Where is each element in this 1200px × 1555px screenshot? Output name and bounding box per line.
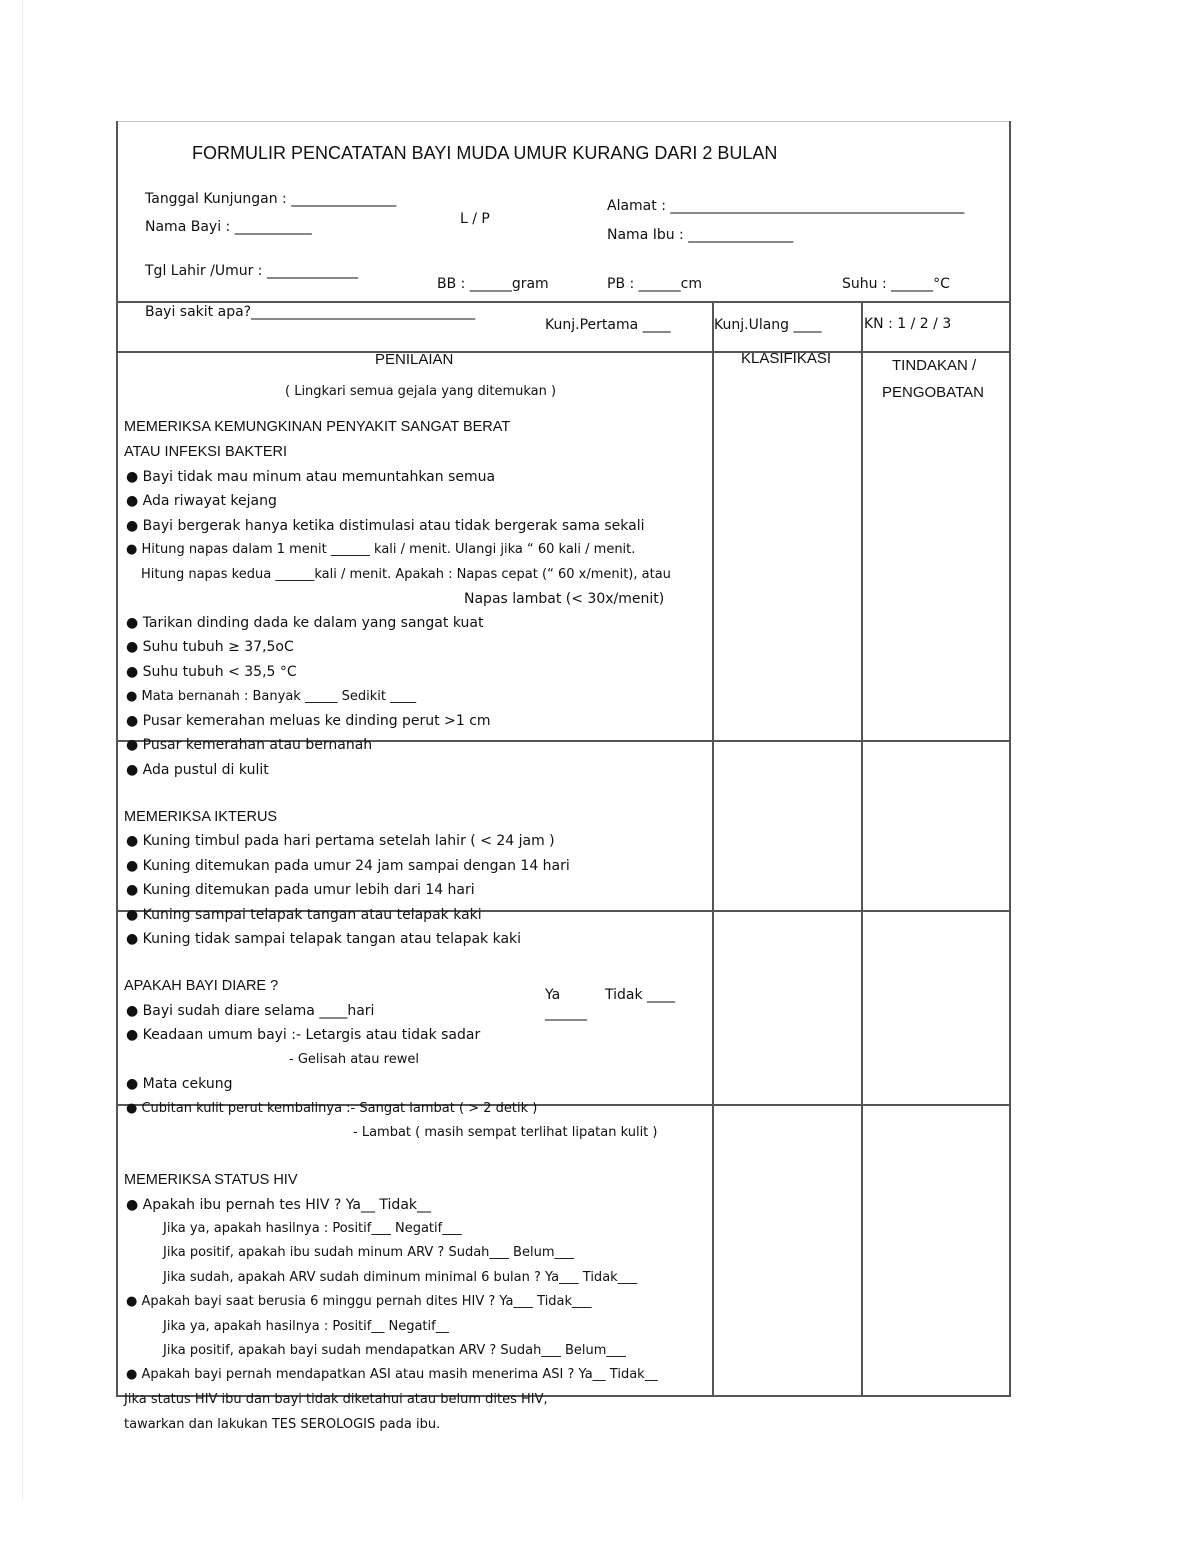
kunj-pertama-field[interactable]: Kunj.Pertama ____ [545, 317, 671, 333]
list-item: ● Bayi bergerak hanya ketika distimulasi atau tidak bergerak sama sekali [126, 518, 645, 534]
pb-field[interactable]: PB : ______cm [607, 276, 702, 292]
list-item: ● Hitung napas dalam 1 menit ______ kali / menit. Ulangi jika “ 60 kali / menit. [126, 542, 636, 557]
tgl-lahir-field[interactable]: Tgl Lahir /Umur : _____________ [145, 263, 358, 279]
penilaian-note: ( Lingkari semua gejala yang ditemukan ) [285, 384, 557, 399]
tindakan-header-line2: PENGOBATAN [882, 384, 984, 401]
list-item: ● Suhu tubuh < 35,5 °C [126, 664, 297, 680]
footer-note-line1: Jika status HIV ibu dan bayi tidak diketahui atau belum dites HIV, [124, 1392, 548, 1407]
list-item: ● Mata cekung [126, 1076, 233, 1092]
tindakan-column-border [861, 303, 863, 1397]
alamat-field[interactable]: Alamat : __________________________________________ [607, 198, 965, 214]
list-item: ● Pusar kemerahan atau bernanah [126, 737, 373, 753]
list-item: ● Mata bernanah : Banyak _____ Sedikit ____ [126, 689, 417, 704]
list-item: ● Bayi sudah diare selama ____hari [126, 1003, 375, 1019]
list-item: ● Kuning tidak sampai telapak tangan atau telapak kaki [126, 931, 522, 947]
list-item: ● Ada pustul di kulit [126, 762, 269, 778]
list-item: ● Kuning ditemukan pada umur lebih dari 14 hari [126, 882, 475, 898]
table-left-border [116, 121, 118, 1397]
list-item: ● Bayi tidak mau minum atau memuntahkan semua [126, 469, 496, 485]
penilaian-header: PENILAIAN [375, 351, 454, 368]
list-item: Jika ya, apakah hasilnya : Positif__ Negatif__ [163, 1319, 449, 1334]
list-item: Napas lambat (< 30x/menit) [464, 591, 665, 607]
klasifikasi-header: KLASIFIKASI [741, 350, 832, 367]
list-item: Jika positif, apakah bayi sudah mendapatkan ARV ? Sudah___ Belum___ [163, 1343, 626, 1358]
list-item: - Lambat ( masih sempat terlihat lipatan kulit ) [353, 1125, 658, 1140]
gender-lp[interactable]: L / P [460, 211, 490, 227]
list-item: ● Pusar kemerahan meluas ke dinding perut >1 cm [126, 713, 491, 729]
list-item: Jika sudah, apakah ARV sudah diminum minimal 6 bulan ? Ya___ Tidak___ [163, 1270, 638, 1285]
nama-ibu-field[interactable]: Nama Ibu : _______________ [607, 227, 794, 243]
list-item: ● Kuning ditemukan pada umur 24 jam sampai dengan 14 hari [126, 858, 570, 874]
section2-title: MEMERIKSA IKTERUS [124, 809, 278, 825]
section4-title: MEMERIKSA STATUS HIV [124, 1172, 298, 1188]
bb-field[interactable]: BB : ______gram [437, 276, 549, 292]
list-item: Hitung napas kedua ______kali / menit. Apakah : Napas cepat (“ 60 x/menit), atau [141, 567, 671, 582]
list-item: Jika ya, apakah hasilnya : Positif___ Negatif___ [163, 1221, 462, 1236]
diare-tidak-option[interactable]: Tidak ____ [605, 987, 676, 1003]
diare-ya-option[interactable]: Ya [545, 987, 561, 1003]
list-item: ● Apakah bayi pernah mendapatkan ASI atau masih menerima ASI ? Ya__ Tidak__ [126, 1367, 658, 1382]
list-item: - Gelisah atau rewel [289, 1052, 419, 1067]
list-item: ● Ada riwayat kejang [126, 493, 277, 509]
tanggal-kunjungan-field[interactable]: Tanggal Kunjungan : _______________ [145, 191, 397, 207]
table-top-border [117, 121, 1011, 122]
list-item: ● Kuning timbul pada hari pertama setelah lahir ( < 24 jam ) [126, 833, 555, 849]
suhu-field[interactable]: Suhu : ______°C [842, 276, 950, 292]
footer-note-line2: tawarkan dan lakukan TES SEROLOGIS pada ibu. [124, 1417, 441, 1432]
list-item: ● Suhu tubuh ≥ 37,5oC [126, 639, 294, 655]
page-edge [22, 0, 23, 1500]
tindakan-header-line1: TINDAKAN / [892, 357, 977, 374]
diare-ya-blank[interactable]: ______ [545, 1005, 587, 1021]
list-item: ● Kuning sampai telapak tangan atau telapak kaki [126, 907, 482, 923]
section1-title: MEMERIKSA KEMUNGKINAN PENYAKIT SANGAT BERAT [124, 419, 511, 435]
list-item: Jika positif, apakah ibu sudah minum ARV ? Sudah___ Belum___ [163, 1245, 574, 1260]
section1-subtitle: ATAU INFEKSI BAKTERI [124, 444, 288, 460]
kn-field[interactable]: KN : 1 / 2 / 3 [864, 316, 952, 332]
list-item: ● Apakah bayi saat berusia 6 minggu pernah dites HIV ? Ya___ Tidak___ [126, 1294, 592, 1309]
klasifikasi-column-border [712, 303, 714, 1397]
list-item: ● Apakah ibu pernah tes HIV ? Ya__ Tidak__ [126, 1197, 432, 1213]
table-right-border [1009, 121, 1011, 1397]
column-header-divider [117, 351, 1011, 353]
nama-bayi-field[interactable]: Nama Bayi : ___________ [145, 219, 312, 235]
list-item: ● Keadaan umum bayi :- Letargis atau tidak sadar [126, 1027, 481, 1043]
bayi-sakit-field[interactable]: Bayi sakit apa?________________________________ [145, 304, 476, 320]
form-title: FORMULIR PENCATATAN BAYI MUDA UMUR KURANG DARI 2 BULAN [192, 143, 778, 163]
list-item: ● Tarikan dinding dada ke dalam yang sangat kuat [126, 615, 484, 631]
kunj-ulang-field[interactable]: Kunj.Ulang ____ [714, 317, 822, 333]
list-item: ● Cubitan kulit perut kembalinya :- Sangat lambat ( > 2 detik ) [126, 1101, 538, 1116]
section3-title: APAKAH BAYI DIARE ? [124, 978, 279, 994]
